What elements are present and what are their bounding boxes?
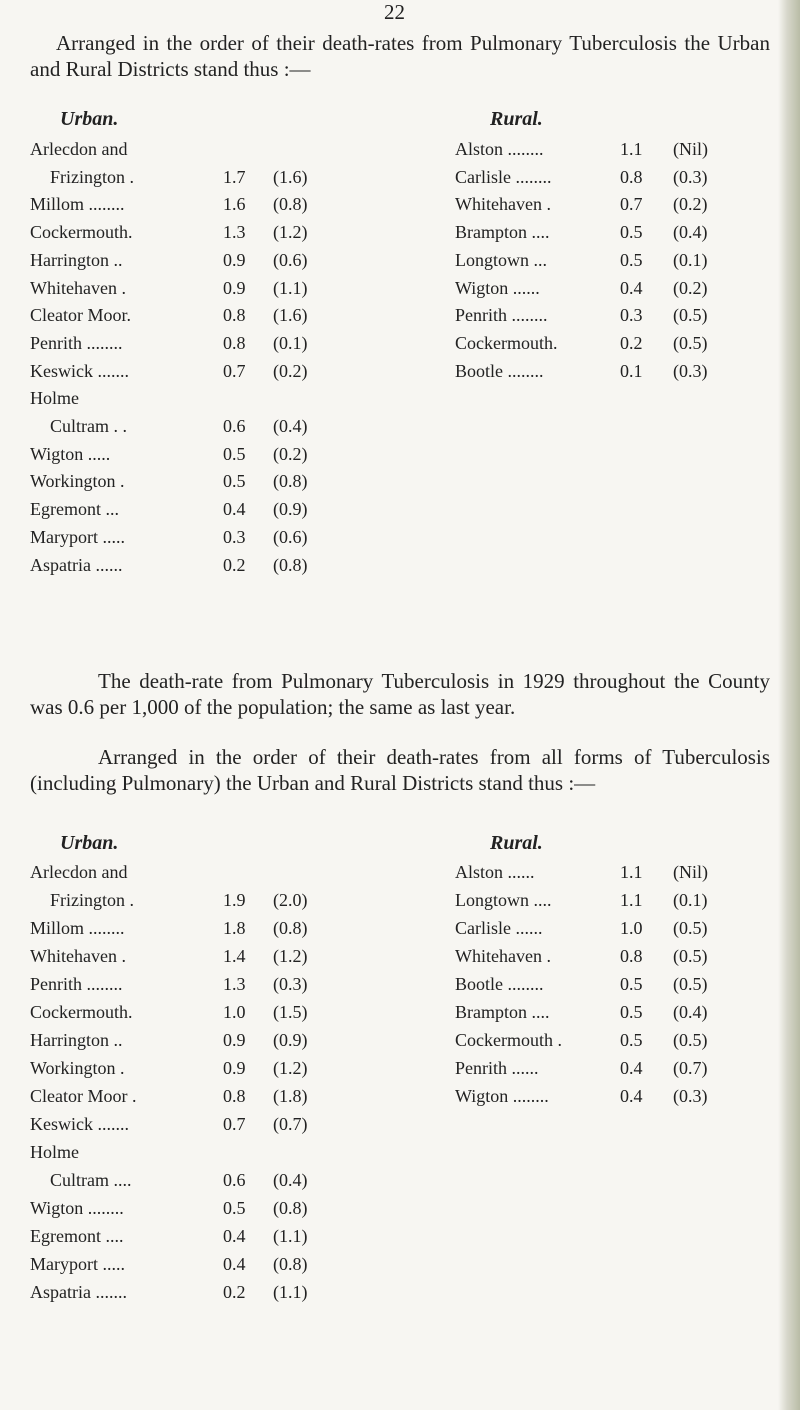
previous-year-rate: (0.3) <box>673 166 708 187</box>
previous-year-rate: (0.9) <box>273 1030 308 1050</box>
district-name: Millom ........ <box>30 194 125 215</box>
district-name: Whitehaven . <box>30 946 126 966</box>
previous-year-rate: (0.9) <box>273 499 308 520</box>
death-rate: 0.4 <box>620 277 643 298</box>
intro-all-forms-paragraph: Arranged in the order of their death-rates from all forms of Tuberculosis (including Pulmonary) the Urban and Rural Districts stand thus :— <box>30 745 770 795</box>
table-row <box>455 331 765 355</box>
death-rate: 0.5 <box>620 249 643 270</box>
previous-year-rate: (1.5) <box>273 1002 308 1022</box>
table-row <box>455 1056 765 1080</box>
death-rate: 0.3 <box>223 526 246 547</box>
death-rate: 0.1 <box>620 360 643 381</box>
previous-year-rate: (1.6) <box>273 166 308 187</box>
death-rate: 0.3 <box>620 305 643 326</box>
district-name: Aspatria ...... <box>30 554 123 575</box>
death-rate: 0.8 <box>223 332 246 353</box>
table-row <box>30 165 320 189</box>
previous-year-rate: (1.8) <box>273 1086 308 1106</box>
district-name: Wigton ...... <box>455 277 540 298</box>
previous-year-rate: (1.6) <box>273 305 308 326</box>
previous-year-rate: (0.4) <box>273 416 308 436</box>
district-name: Egremont .... <box>30 1226 124 1246</box>
table-row <box>30 220 320 244</box>
table-row <box>455 888 765 912</box>
previous-year-rate: (0.3) <box>273 974 308 994</box>
page-number: 22 <box>384 0 405 24</box>
table-row <box>455 916 765 940</box>
district-name: Penrith ........ <box>30 974 123 994</box>
district-name: Frizington . <box>50 890 134 910</box>
death-rate: 0.5 <box>223 471 246 492</box>
death-rate: 0.7 <box>620 194 643 215</box>
previous-year-rate: (0.8) <box>273 918 308 938</box>
district-name: Brampton .... <box>455 1002 550 1022</box>
district-name: Arlecdon and <box>30 139 128 159</box>
previous-year-rate: (0.5) <box>673 974 708 994</box>
table-row <box>30 469 320 493</box>
district-name: Workington . <box>30 1058 125 1078</box>
table-row <box>455 248 765 272</box>
table-row <box>455 1028 765 1052</box>
death-rate: 1.0 <box>223 1002 246 1022</box>
table-row <box>30 359 320 383</box>
previous-year-rate: (0.2) <box>273 443 308 464</box>
table-row <box>455 972 765 996</box>
previous-year-rate: (0.4) <box>273 1170 308 1190</box>
previous-year-rate: (0.6) <box>273 526 308 547</box>
district-name: Harrington .. <box>30 1030 123 1050</box>
previous-year-rate: (1.1) <box>273 1282 308 1302</box>
district-name: Alston ........ <box>455 139 544 159</box>
county-rate-paragraph: The death-rate from Pulmonary Tuberculosis in 1929 throughout the County was 0.6 per 1,000 of the population; the same as last year. <box>30 669 770 719</box>
previous-year-rate: (0.5) <box>673 332 708 353</box>
table-row <box>30 525 320 549</box>
district-name: Millom ........ <box>30 918 125 938</box>
district-name: Whitehaven . <box>30 277 126 298</box>
district-name: Cockermouth. <box>455 332 558 353</box>
district-name: Cultram . . <box>50 416 127 436</box>
table-row <box>30 1140 320 1164</box>
district-name: Cockermouth. <box>30 1002 133 1022</box>
previous-year-rate: (Nil) <box>673 862 708 882</box>
death-rate: 1.1 <box>620 139 643 159</box>
previous-year-rate: (1.2) <box>273 222 308 243</box>
table-row <box>30 192 320 216</box>
previous-year-rate: (0.7) <box>273 1114 308 1134</box>
death-rate: 0.6 <box>223 416 246 436</box>
table-row <box>30 276 320 300</box>
table-row <box>30 972 320 996</box>
previous-year-rate: (0.5) <box>673 918 708 938</box>
previous-year-rate: (0.8) <box>273 1254 308 1274</box>
death-rate: 0.8 <box>620 166 643 187</box>
page-edge-shadow <box>778 0 800 1410</box>
previous-year-rate: (0.8) <box>273 471 308 492</box>
table-row <box>30 916 320 940</box>
death-rate: 0.5 <box>620 1030 643 1050</box>
district-name: Holme <box>30 1142 79 1162</box>
death-rate: 0.9 <box>223 249 246 270</box>
district-name: Maryport ..... <box>30 1254 125 1274</box>
previous-year-rate: (1.1) <box>273 1226 308 1246</box>
table-row <box>30 1056 320 1080</box>
previous-year-rate: (1.2) <box>273 1058 308 1078</box>
intro-pulmonary-paragraph: Arranged in the order of their death-rates from Pulmonary Tuberculosis the Urban and Rural Districts stand thus :— <box>30 31 770 81</box>
table-row <box>30 1168 320 1192</box>
district-name: Wigton ..... <box>30 443 111 464</box>
district-name: Whitehaven . <box>455 946 551 966</box>
district-name: Keswick ....... <box>30 1114 129 1134</box>
table-row <box>30 944 320 968</box>
district-name: Maryport ..... <box>30 526 125 547</box>
table-row <box>30 860 320 884</box>
death-rate: 0.5 <box>223 443 246 464</box>
previous-year-rate: (0.8) <box>273 554 308 575</box>
death-rate: 0.5 <box>223 1198 246 1218</box>
death-rate: 0.4 <box>223 1226 246 1246</box>
death-rate: 0.7 <box>223 1114 246 1134</box>
district-name: Cockermouth . <box>455 1030 562 1050</box>
table2-urban-heading: Urban. <box>60 832 119 854</box>
previous-year-rate: (2.0) <box>273 890 308 910</box>
district-name: Bootle ........ <box>455 360 544 381</box>
district-name: Penrith ........ <box>455 305 548 326</box>
table-row <box>30 303 320 327</box>
death-rate: 0.6 <box>223 1170 246 1190</box>
district-name: Bootle ........ <box>455 974 544 994</box>
previous-year-rate: (0.1) <box>673 890 708 910</box>
death-rate: 0.9 <box>223 277 246 298</box>
previous-year-rate: (0.5) <box>673 946 708 966</box>
district-name: Cultram .... <box>50 1170 132 1190</box>
previous-year-rate: (0.5) <box>673 305 708 326</box>
death-rate: 0.5 <box>620 1002 643 1022</box>
table-row <box>455 303 765 327</box>
previous-year-rate: (0.4) <box>673 1002 708 1022</box>
table-row <box>455 860 765 884</box>
table-row <box>30 414 320 438</box>
district-name: Cleator Moor. <box>30 305 131 326</box>
table-row <box>455 192 765 216</box>
table-row <box>30 386 320 410</box>
previous-year-rate: (0.3) <box>673 1086 708 1106</box>
previous-year-rate: (0.5) <box>673 1030 708 1050</box>
district-name: Longtown .... <box>455 890 552 910</box>
death-rate: 0.9 <box>223 1030 246 1050</box>
table-row <box>30 442 320 466</box>
table-row <box>30 497 320 521</box>
district-name: Workington . <box>30 471 125 492</box>
table1-urban-heading: Urban. <box>60 108 119 130</box>
previous-year-rate: (0.4) <box>673 222 708 243</box>
death-rate: 0.8 <box>223 1086 246 1106</box>
previous-year-rate: (0.6) <box>273 249 308 270</box>
death-rate: 1.8 <box>223 918 246 938</box>
death-rate: 1.3 <box>223 974 246 994</box>
table-row <box>455 165 765 189</box>
death-rate: 0.4 <box>620 1086 643 1106</box>
death-rate: 0.4 <box>620 1058 643 1078</box>
table-row <box>455 944 765 968</box>
table-row <box>455 1084 765 1108</box>
death-rate: 0.2 <box>223 554 246 575</box>
table2-rural-heading: Rural. <box>490 832 543 854</box>
district-name: Holme <box>30 388 79 409</box>
death-rate: 1.0 <box>620 918 643 938</box>
table-row <box>30 248 320 272</box>
death-rate: 1.4 <box>223 946 246 966</box>
table-row <box>30 1084 320 1108</box>
district-name: Brampton .... <box>455 222 550 243</box>
table-row <box>30 553 320 577</box>
death-rate: 0.4 <box>223 499 246 520</box>
table-row <box>30 331 320 355</box>
table-row <box>455 276 765 300</box>
table-row <box>30 888 320 912</box>
death-rate: 0.9 <box>223 1058 246 1078</box>
table-row <box>455 1000 765 1024</box>
district-name: Aspatria ....... <box>30 1282 127 1302</box>
death-rate: 0.2 <box>620 332 643 353</box>
district-name: Keswick ....... <box>30 360 129 381</box>
death-rate: 0.2 <box>223 1282 246 1302</box>
district-name: Cockermouth. <box>30 222 133 243</box>
district-name: Egremont ... <box>30 499 119 520</box>
table-row <box>30 137 320 161</box>
district-name: Arlecdon and <box>30 862 128 882</box>
previous-year-rate: (0.8) <box>273 194 308 215</box>
table-row <box>30 1000 320 1024</box>
previous-year-rate: (0.8) <box>273 1198 308 1218</box>
district-name: Penrith ...... <box>455 1058 539 1078</box>
district-name: Wigton ........ <box>30 1198 124 1218</box>
district-name: Whitehaven . <box>455 194 551 215</box>
previous-year-rate: (0.2) <box>273 360 308 381</box>
previous-year-rate: (0.2) <box>673 277 708 298</box>
previous-year-rate: (1.1) <box>273 277 308 298</box>
previous-year-rate: (Nil) <box>673 139 708 159</box>
table-row <box>455 137 765 161</box>
district-name: Cleator Moor . <box>30 1086 137 1106</box>
death-rate: 1.1 <box>620 890 643 910</box>
district-name: Wigton ........ <box>455 1086 549 1106</box>
table-row <box>455 220 765 244</box>
previous-year-rate: (0.1) <box>673 249 708 270</box>
table-row <box>30 1196 320 1220</box>
death-rate: 1.9 <box>223 890 246 910</box>
previous-year-rate: (0.1) <box>273 332 308 353</box>
table-row <box>30 1224 320 1248</box>
death-rate: 0.4 <box>223 1254 246 1274</box>
previous-year-rate: (1.2) <box>273 946 308 966</box>
table-row <box>455 359 765 383</box>
table-row <box>30 1028 320 1052</box>
table-row <box>30 1280 320 1304</box>
district-name: Frizington . <box>50 166 134 187</box>
previous-year-rate: (0.7) <box>673 1058 708 1078</box>
district-name: Carlisle ...... <box>455 918 543 938</box>
death-rate: 0.5 <box>620 222 643 243</box>
district-name: Harrington .. <box>30 249 123 270</box>
death-rate: 0.8 <box>223 305 246 326</box>
table-row <box>30 1112 320 1136</box>
death-rate: 1.1 <box>620 862 643 882</box>
district-name: Longtown ... <box>455 249 547 270</box>
district-name: Alston ...... <box>455 862 535 882</box>
table1-rural-heading: Rural. <box>490 108 543 130</box>
death-rate: 0.7 <box>223 360 246 381</box>
death-rate: 0.8 <box>620 946 643 966</box>
death-rate: 1.7 <box>223 166 246 187</box>
table-row <box>30 1252 320 1276</box>
death-rate: 1.3 <box>223 222 246 243</box>
previous-year-rate: (0.2) <box>673 194 708 215</box>
death-rate: 0.5 <box>620 974 643 994</box>
previous-year-rate: (0.3) <box>673 360 708 381</box>
district-name: Penrith ........ <box>30 332 123 353</box>
death-rate: 1.6 <box>223 194 246 215</box>
district-name: Carlisle ........ <box>455 166 552 187</box>
